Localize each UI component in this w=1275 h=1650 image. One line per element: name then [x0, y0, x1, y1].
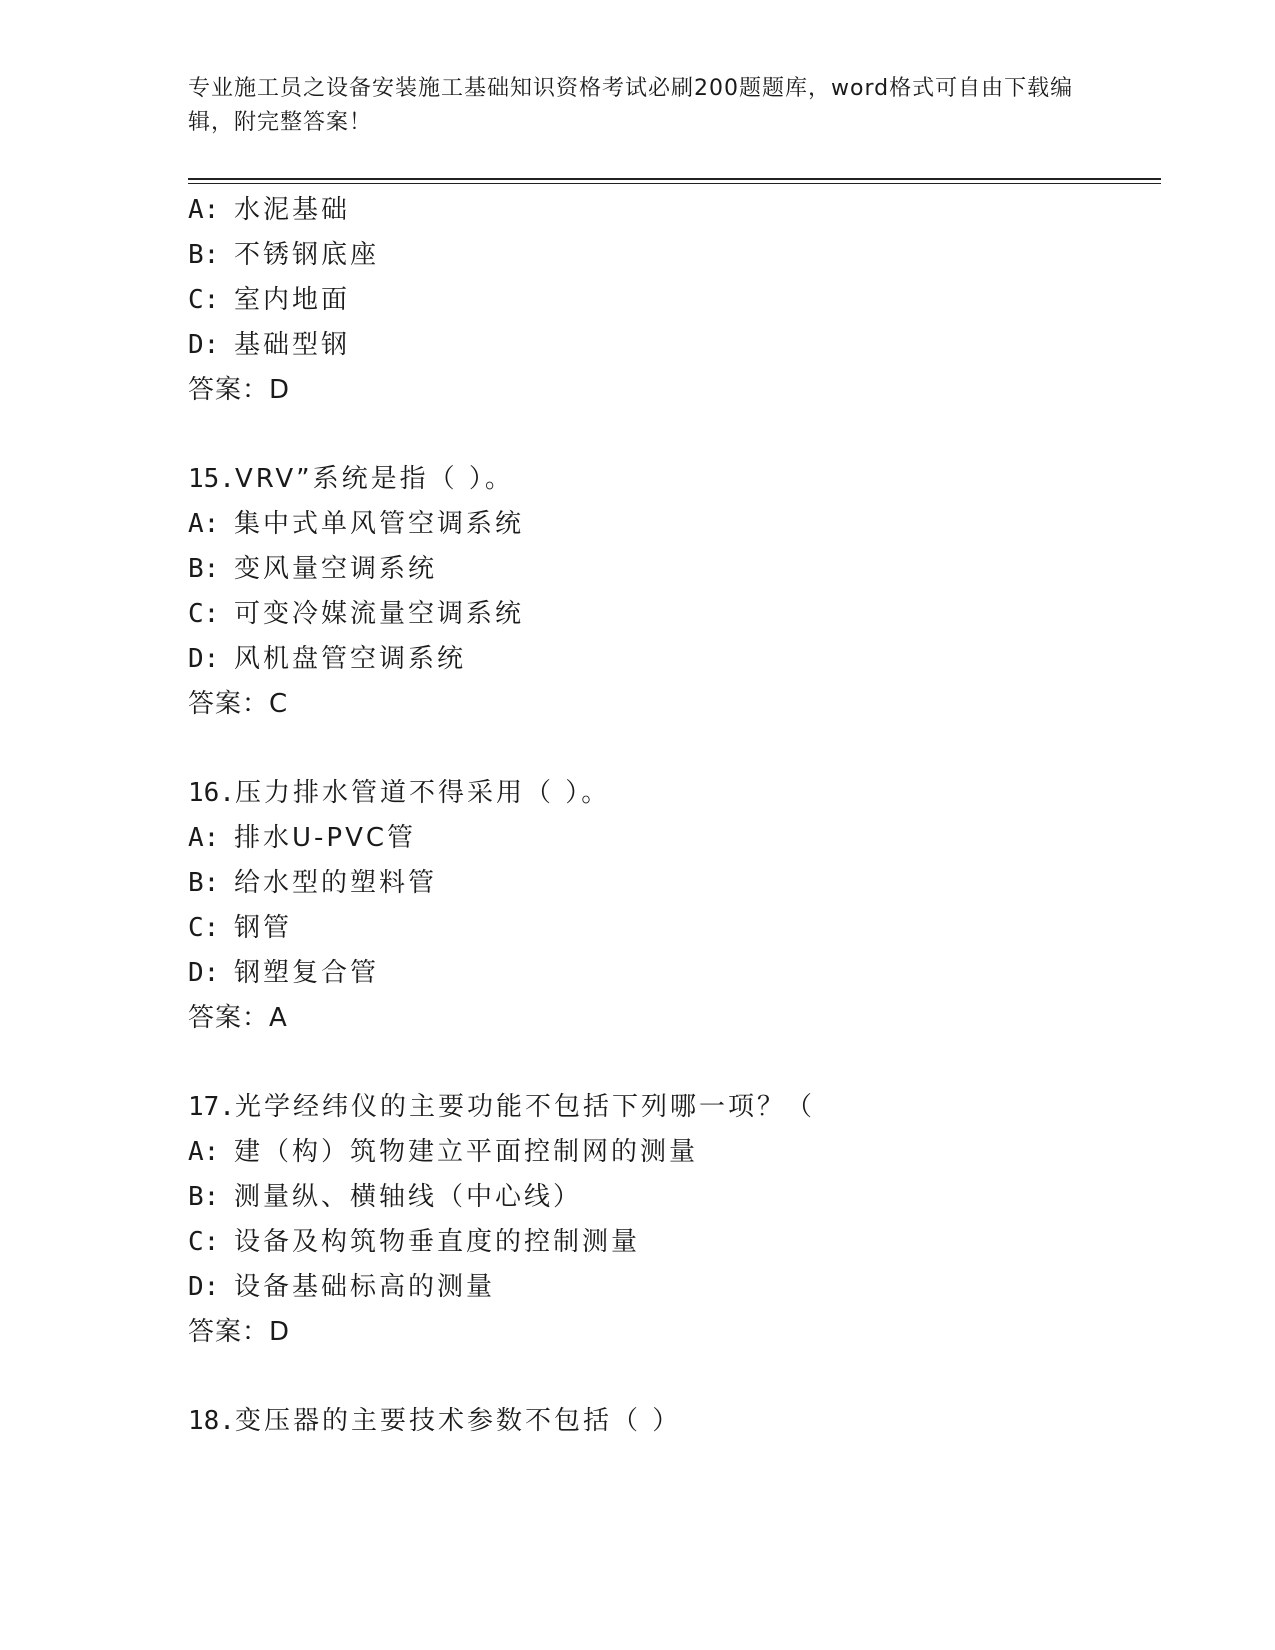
answer-line: 答案：C: [188, 689, 289, 719]
option-d: [188, 956, 379, 990]
option-text: 可变冷媒流量空调系统: [234, 599, 525, 629]
option-letter: C:: [188, 1227, 220, 1257]
option-d: [188, 642, 466, 676]
option-letter: D:: [188, 330, 220, 360]
question-text: 压力排水管道不得采用（ ）。: [234, 778, 611, 808]
question-number: 16.: [188, 778, 235, 808]
option-a: [188, 193, 350, 227]
option-text: 不锈钢底座: [234, 240, 380, 270]
option-letter: B:: [188, 868, 220, 898]
question-number: 15.: [188, 464, 235, 494]
option-text: 风机盘管空调系统: [234, 644, 467, 674]
answer-line: 答案：A: [188, 1003, 288, 1033]
option-text: 钢管: [234, 913, 293, 943]
option-text: 给水型的塑料管: [234, 868, 438, 898]
option-letter: A:: [188, 1137, 220, 1167]
option-letter: D:: [188, 1272, 220, 1302]
option-letter: B:: [188, 240, 220, 270]
answer-line: 答案：D: [188, 1317, 291, 1347]
option-text: 变风量空调系统: [234, 554, 438, 584]
option-letter: C:: [188, 913, 220, 943]
header-divider-thin: [188, 183, 1161, 184]
option-text: 建（构）筑物建立平面控制网的测量: [234, 1137, 699, 1167]
option-text: 钢塑复合管: [234, 958, 380, 988]
option-c: [188, 1225, 640, 1259]
option-letter: D:: [188, 644, 220, 674]
option-letter: D:: [188, 958, 220, 988]
option-text: 设备基础标高的测量: [234, 1272, 496, 1302]
question-stem: [188, 776, 610, 810]
option-letter: B:: [188, 554, 220, 584]
option-text: 设备及构筑物垂直度的控制测量: [234, 1227, 641, 1257]
option-c: [188, 597, 524, 631]
option-text: 测量纵、横轴线（中心线）: [234, 1182, 583, 1212]
question-stem: [188, 1404, 681, 1438]
option-d: [188, 1270, 495, 1304]
option-a: [188, 821, 416, 855]
question-text: 变压器的主要技术参数不包括（ ）: [234, 1406, 682, 1436]
option-letter: A:: [188, 509, 220, 539]
option-text: 基础型钢: [234, 330, 351, 360]
option-text: 水泥基础: [234, 195, 351, 225]
option-text: 集中式单风管空调系统: [234, 509, 525, 539]
option-letter: C:: [188, 285, 220, 315]
question-stem: [188, 462, 514, 496]
option-c: [188, 911, 292, 945]
option-c: [188, 283, 350, 317]
option-text: 排水U-PVC管: [234, 823, 417, 853]
option-b: [188, 552, 437, 586]
question-text: 光学经纬仪的主要功能不包括下列哪一项？（: [234, 1092, 815, 1122]
option-text: 室内地面: [234, 285, 351, 315]
question-text: VRV”系统是指（ ）。: [234, 464, 514, 494]
question-stem: [188, 1090, 815, 1124]
option-b: [188, 866, 437, 900]
option-d: [188, 328, 350, 362]
option-letter: B:: [188, 1182, 220, 1212]
option-letter: A:: [188, 195, 220, 225]
question-number: 17.: [188, 1092, 235, 1122]
option-a: [188, 1135, 698, 1169]
option-letter: C:: [188, 599, 220, 629]
header-divider-thick: [188, 178, 1161, 180]
option-letter: A:: [188, 823, 220, 853]
option-b: [188, 238, 379, 272]
document-header: 专业施工员之设备安装施工基础知识资格考试必刷200题题库，word格式可自由下载编辑，附完整答案！: [188, 76, 1074, 135]
option-b: [188, 1180, 582, 1214]
question-number: 18.: [188, 1406, 235, 1436]
option-a: [188, 507, 524, 541]
answer-line: 答案：D: [188, 375, 291, 405]
